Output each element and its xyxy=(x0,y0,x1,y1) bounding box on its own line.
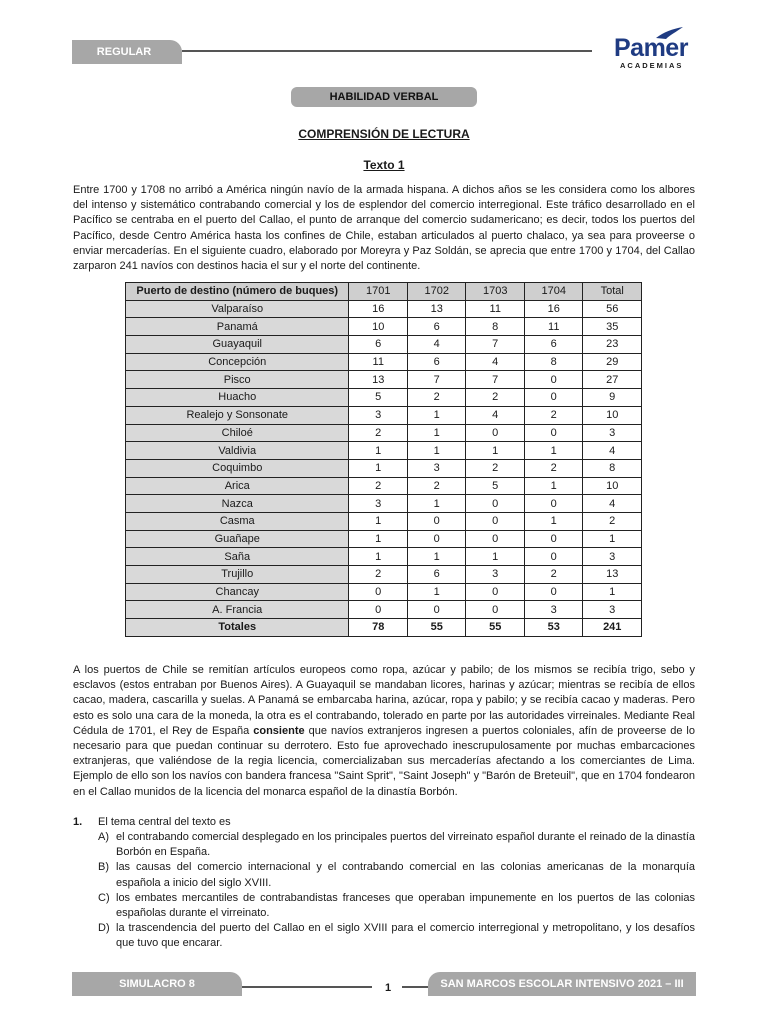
value-cell: 16 xyxy=(524,300,583,318)
value-cell: 2 xyxy=(349,477,408,495)
value-cell: 1 xyxy=(407,583,466,601)
table-row xyxy=(126,601,642,619)
value-cell: 0 xyxy=(524,548,583,566)
value-cell: 2 xyxy=(583,512,642,530)
pamer-logo xyxy=(612,26,692,70)
value-cell: 1 xyxy=(407,548,466,566)
value-cell: 4 xyxy=(466,353,525,371)
table-row xyxy=(126,336,642,354)
port-cell: Valdivia xyxy=(126,442,349,460)
total-cell: 241 xyxy=(583,619,642,637)
table-row xyxy=(126,495,642,513)
value-cell: 1 xyxy=(349,512,408,530)
option-letter: C) xyxy=(98,891,110,904)
value-cell: 7 xyxy=(407,371,466,389)
value-cell: 3 xyxy=(583,601,642,619)
value-cell: 4 xyxy=(407,336,466,354)
value-cell: 3 xyxy=(466,566,525,584)
value-cell: 3 xyxy=(583,548,642,566)
section-subtitle: COMPRENSIÓN DE LECTURA xyxy=(298,127,470,141)
value-cell: 0 xyxy=(524,583,583,601)
value-cell: 1 xyxy=(524,442,583,460)
value-cell: 2 xyxy=(466,459,525,477)
value-cell: 10 xyxy=(349,318,408,336)
value-cell: 1 xyxy=(466,442,525,460)
option-text: la trascendencia del puerto del Callao en el siglo XVIII para el comercio interregional y metropolitano, y los desafíos que tuvo que encarar. xyxy=(116,922,695,950)
table-row xyxy=(126,300,642,318)
table-row xyxy=(126,512,642,530)
port-cell: Coquimbo xyxy=(126,459,349,477)
value-cell: 6 xyxy=(407,353,466,371)
value-cell: 13 xyxy=(583,566,642,584)
text-title: Texto 1 xyxy=(363,158,405,172)
option-letter: A) xyxy=(98,831,109,843)
table-row xyxy=(126,406,642,424)
total-cell: 53 xyxy=(524,619,583,637)
answer-options xyxy=(98,830,695,952)
option-text: el contrabando comercial desplegado en los principales puertos del virreinato español durante el reinado de la dinastía Borbón en España. xyxy=(116,831,695,859)
port-cell: A. Francia xyxy=(126,601,349,619)
option-d[interactable] xyxy=(98,921,695,951)
table-row xyxy=(126,389,642,407)
table-row xyxy=(126,477,642,495)
header-cell: Puerto de destino (número de buques) xyxy=(126,283,349,301)
value-cell: 0 xyxy=(349,601,408,619)
value-cell: 8 xyxy=(466,318,525,336)
value-cell: 13 xyxy=(349,371,408,389)
option-b[interactable] xyxy=(98,860,695,890)
value-cell: 2 xyxy=(466,389,525,407)
value-cell: 2 xyxy=(524,459,583,477)
table-row xyxy=(126,548,642,566)
value-cell: 4 xyxy=(583,495,642,513)
value-cell: 1 xyxy=(524,512,583,530)
value-cell: 5 xyxy=(466,477,525,495)
port-cell: Arica xyxy=(126,477,349,495)
port-cell: Concepción xyxy=(126,353,349,371)
value-cell: 11 xyxy=(349,353,408,371)
header-cell: 1701 xyxy=(349,283,408,301)
port-cell: Chiloé xyxy=(126,424,349,442)
value-cell: 0 xyxy=(466,424,525,442)
value-cell: 2 xyxy=(407,389,466,407)
value-cell: 56 xyxy=(583,300,642,318)
value-cell: 16 xyxy=(349,300,408,318)
value-cell: 2 xyxy=(407,477,466,495)
value-cell: 1 xyxy=(407,442,466,460)
value-cell: 13 xyxy=(407,300,466,318)
value-cell: 6 xyxy=(349,336,408,354)
value-cell: 6 xyxy=(407,566,466,584)
option-a[interactable] xyxy=(98,830,695,860)
table-body xyxy=(126,300,642,618)
table-row xyxy=(126,442,642,460)
value-cell: 2 xyxy=(349,566,408,584)
port-cell: Trujillo xyxy=(126,566,349,584)
value-cell: 0 xyxy=(466,601,525,619)
table-row xyxy=(126,371,642,389)
port-cell: Saña xyxy=(126,548,349,566)
value-cell: 27 xyxy=(583,371,642,389)
value-cell: 35 xyxy=(583,318,642,336)
option-c[interactable] xyxy=(98,891,695,921)
value-cell: 4 xyxy=(466,406,525,424)
value-cell: 8 xyxy=(583,459,642,477)
option-text: las causas del comercio internacional y el contrabando comercial en las colonias americanas de la monarquía española a inicio del siglo XVIII. xyxy=(116,861,695,889)
paragraph-text: que navíos extranjeros ingresen a puertos coloniales, afín de proveerse de lo necesario para que puedan continuar su derrotero. Esto fue aprovechado inescrupulosamente por muchas embarcaciones extranjeras, que valiéndose de la regia licencia, comercializaban sus mercaderías afectando a los comerciantes de Lima. Ejemplo de ello son los navíos con bandera francesa "Saint Sprit", "Saint Joseph" y "Barón de Breteuil", que en 1704 fondearon en el Callao munidos de la licencia del monarca español de la dinastía Borbón. xyxy=(73,724,695,798)
header-cell: 1702 xyxy=(407,283,466,301)
value-cell: 1 xyxy=(583,583,642,601)
header-cell: 1703 xyxy=(466,283,525,301)
logo-subtitle: ACADEMIAS xyxy=(620,61,684,70)
value-cell: 0 xyxy=(466,495,525,513)
logo-name: Pamer xyxy=(614,34,688,62)
value-cell: 1 xyxy=(407,424,466,442)
value-cell: 0 xyxy=(524,495,583,513)
port-cell: Pisco xyxy=(126,371,349,389)
value-cell: 0 xyxy=(524,530,583,548)
value-cell: 1 xyxy=(349,459,408,477)
intro-paragraph: Entre 1700 y 1708 no arribó a América ningún navío de la armada hispana. A dichos años se les considera como los albores del intenso y sistemático contrabando comercial y los de esplendor del comercio interregional. Este tráfico desarrollado en el Pacífico se centraba en el puerto del Callao, el punto de arranque del comercio sudamericano; es decir, todos los puertos del Pacífico, desde Centro América hasta los confines de Chile, estaban articulados al puerto chalaco, ya sea para proveerse o enviar mercaderías. En el siguiente cuadro, elaborado por Moreyra y Paz Soldán, se aprecia que entre 1700 y 1704, del Callao zarparon 241 navíos con destinos hacia el sur y el norte del continente. xyxy=(73,184,695,273)
value-cell: 9 xyxy=(583,389,642,407)
value-cell: 1 xyxy=(466,548,525,566)
value-cell: 1 xyxy=(583,530,642,548)
total-cell: 55 xyxy=(407,619,466,637)
value-cell: 7 xyxy=(466,336,525,354)
table-row xyxy=(126,318,642,336)
footer-rule-left xyxy=(242,986,372,988)
page-number: 1 xyxy=(384,982,392,994)
table-row xyxy=(126,424,642,442)
value-cell: 1 xyxy=(407,495,466,513)
footer-right-tab: SAN MARCOS ESCOLAR INTENSIVO 2021 – III xyxy=(428,972,696,996)
table-row xyxy=(126,566,642,584)
value-cell: 6 xyxy=(524,336,583,354)
port-cell: Huacho xyxy=(126,389,349,407)
total-cell: 78 xyxy=(349,619,408,637)
value-cell: 1 xyxy=(349,548,408,566)
total-cell: 55 xyxy=(466,619,525,637)
value-cell: 0 xyxy=(407,512,466,530)
table-header-row xyxy=(126,283,642,301)
value-cell: 2 xyxy=(524,566,583,584)
value-cell: 3 xyxy=(583,424,642,442)
ships-table xyxy=(125,282,642,637)
header-tab: REGULAR xyxy=(72,40,182,64)
value-cell: 0 xyxy=(524,389,583,407)
table-row xyxy=(126,530,642,548)
value-cell: 1 xyxy=(349,442,408,460)
option-text: los embates mercantiles de contrabandistas franceses que operaban impunemente en los puertos de las colonias españolas durante el virreinato. xyxy=(116,891,695,920)
value-cell: 3 xyxy=(407,459,466,477)
value-cell: 0 xyxy=(466,512,525,530)
table-row xyxy=(126,353,642,371)
value-cell: 1 xyxy=(349,530,408,548)
totals-label: Totales xyxy=(126,619,349,637)
value-cell: 11 xyxy=(466,300,525,318)
value-cell: 4 xyxy=(583,442,642,460)
value-cell: 3 xyxy=(349,495,408,513)
option-letter: D) xyxy=(98,922,110,935)
paragraph-text: A los puertos de Chile se remitían artículos europeos como ropa, azúcar y pabilo; de los mismos se recibía trigo, sebo y esclavos (estos entraban por Buenos Aires). A Guayaquil se mandaban licores, harinas y azúcar; mientras se recibía de ellos cacao, madera, cascarilla y suelas. A Panamá se embarcaba harina, azúcar, ropa y pabilo; y se recibía cacao y maderas. Pero esto es solo una cara de la moneda, la otra es el contrabando, tolerado en parte por las autoridades virreinales. Mediante Real Cédula de 1701, el Rey de España xyxy=(73,664,695,737)
header-cell: Total xyxy=(583,283,642,301)
value-cell: 6 xyxy=(407,318,466,336)
value-cell: 2 xyxy=(349,424,408,442)
port-cell: Valparaíso xyxy=(126,300,349,318)
value-cell: 7 xyxy=(466,371,525,389)
port-cell: Chancay xyxy=(126,583,349,601)
bold-word: consiente xyxy=(253,724,305,737)
value-cell: 5 xyxy=(349,389,408,407)
header-cell: 1704 xyxy=(524,283,583,301)
header-rule xyxy=(182,50,592,52)
value-cell: 23 xyxy=(583,336,642,354)
value-cell: 0 xyxy=(524,371,583,389)
port-cell: Realejo y Sonsonate xyxy=(126,406,349,424)
value-cell: 29 xyxy=(583,353,642,371)
value-cell: 10 xyxy=(583,477,642,495)
question-number: 1. xyxy=(73,816,83,828)
value-cell: 0 xyxy=(466,530,525,548)
value-cell: 2 xyxy=(524,406,583,424)
port-cell: Casma xyxy=(126,512,349,530)
body-paragraph xyxy=(73,663,695,800)
footer-left-tab: SIMULACRO 8 xyxy=(72,972,242,996)
table-totals-row xyxy=(126,619,642,637)
question-stem: El tema central del texto es xyxy=(98,816,231,828)
value-cell: 3 xyxy=(524,601,583,619)
port-cell: Nazca xyxy=(126,495,349,513)
port-cell: Panamá xyxy=(126,318,349,336)
footer-rule-right xyxy=(402,986,428,988)
value-cell: 0 xyxy=(407,530,466,548)
table-row xyxy=(126,459,642,477)
value-cell: 8 xyxy=(524,353,583,371)
value-cell: 11 xyxy=(524,318,583,336)
port-cell: Guañape xyxy=(126,530,349,548)
value-cell: 3 xyxy=(349,406,408,424)
value-cell: 0 xyxy=(407,601,466,619)
value-cell: 0 xyxy=(466,583,525,601)
table-row xyxy=(126,583,642,601)
value-cell: 10 xyxy=(583,406,642,424)
section-title: HABILIDAD VERBAL xyxy=(291,87,477,107)
port-cell: Guayaquil xyxy=(126,336,349,354)
value-cell: 1 xyxy=(407,406,466,424)
value-cell: 0 xyxy=(349,583,408,601)
option-letter: B) xyxy=(98,861,109,874)
value-cell: 0 xyxy=(524,424,583,442)
value-cell: 1 xyxy=(524,477,583,495)
